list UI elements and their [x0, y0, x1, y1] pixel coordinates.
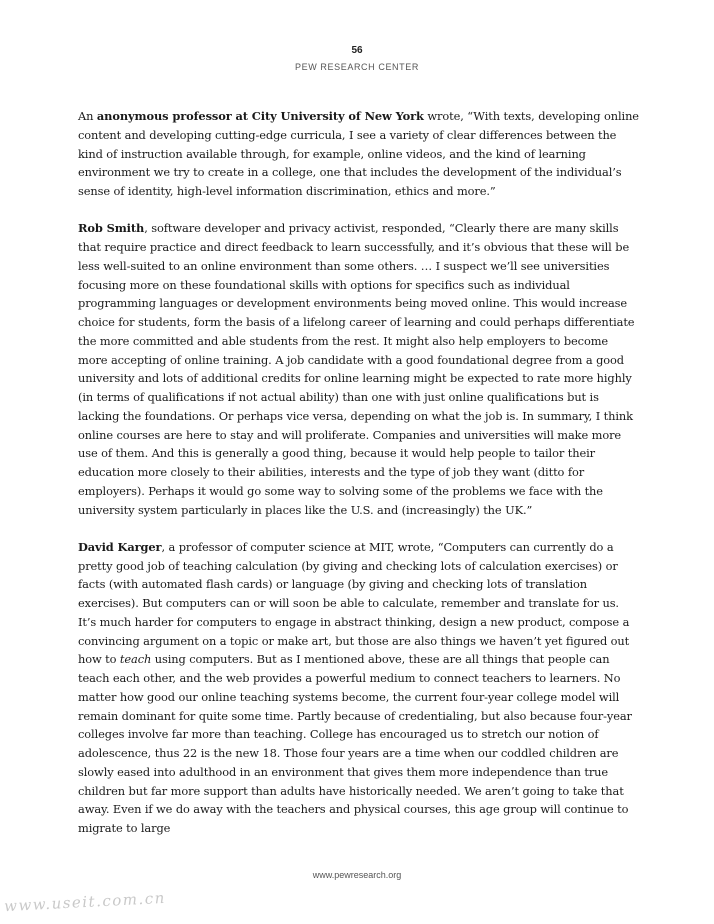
quote-paragraph-david-karger — [78, 538, 640, 838]
org-name: PEW RESEARCH CENTER — [295, 62, 419, 72]
footer-url: www.pewresearch.org — [312, 870, 402, 880]
paragraph-text: , a professor of computer science at MIT, wrote, “Computers can currently do a pretty good job of teaching calculation (by giving and checking lots of calculation exercises) or facts (with automated flash cards) or language (by giving and checking lots of translation exercises). But computers can or will soon be able to calculate, remember and translate for us. It’s much harder for computers to engage in abstract thinking, design a new product, compose a convincing argument on a topic or make art, but those are also things we haven’t yet figured out how to — [78, 539, 630, 667]
speaker-name: anonymous professor at City University of New York — [96, 109, 424, 123]
emphasis-text: teach — [119, 652, 152, 667]
speaker-name: David Karger — [78, 539, 162, 554]
quote-paragraph-anonymous-professor — [78, 107, 640, 201]
paragraph-text: wrote, “With texts, developing online content and developing cutting-edge curricula, I see a variety of clear differences between the kind of instruction available through, for example, online videos, and the kind of learning environment we try to create in a college, one that includes the development of the individual’s sense of identity, high-level information discrimination, ethics and more.” — [78, 109, 639, 198]
speaker-name: Rob Smith — [78, 221, 145, 236]
page-number: 56 — [351, 45, 363, 56]
paragraph-text: using computers. But as I mentioned above, these are all things that people can teach each other, and the web provides a powerful medium to connect teachers to learners. No matter how good our online teaching systems become, the current four-year college model will remain dominant for quite some time. Partly because of credentialing, but also because four-year colleges involve far more than teaching. College has encouraged us to stretch our notion of adolescence, thus 22 is the new 18. Those four years are a time when our coddled children are slowly eased into adulthood in an environment that gives them more independence than true children but far more support than adults have historically needed. We aren’t going to take that away. Even if we do away with the teachers and physical courses, this age group will continue to migrate to large — [78, 652, 632, 835]
watermark: www.useit.com.cn — [3, 888, 167, 916]
paragraph-text: , software developer and privacy activist, responded, “Clearly there are many skills that require practice and direct feedback to learn successfully, and it’s obvious that these will be less well-suited to an online environment than some others. … I suspect we’ll see universities focusing more on these foundational skills with options for specifics such as individual programming languages or development environments being moved online. This would increase choice for students, form the basis of a lifelong career of learning and could perhaps differentiate the more committed and able students from the rest. It might also help employers to become more accepting of online training. A job candidate with a good foundational degree from a good university and lots of additional credits for online learning might be expected to rate more highly (in terms of qualifications if not actual ability) than one with just online qualifications but is lacking the foundations. Or perhaps vice versa, depending on what the job is. In summary, I think online courses are here to stay and will proliferate. Companies and universities will make more use of them. And this is generally a good thing, because it would help people to tailor their education more closely to their abilities, interests and the type of job they want (ditto for employers). Perhaps it would go some way to solving some of the problems we face with the university system particularly in places like the U.S. and (increasingly) the UK.” — [78, 221, 635, 517]
quote-paragraph-rob-smith — [78, 219, 640, 519]
body-text — [78, 107, 640, 856]
paragraph-lead: An — [78, 109, 97, 123]
